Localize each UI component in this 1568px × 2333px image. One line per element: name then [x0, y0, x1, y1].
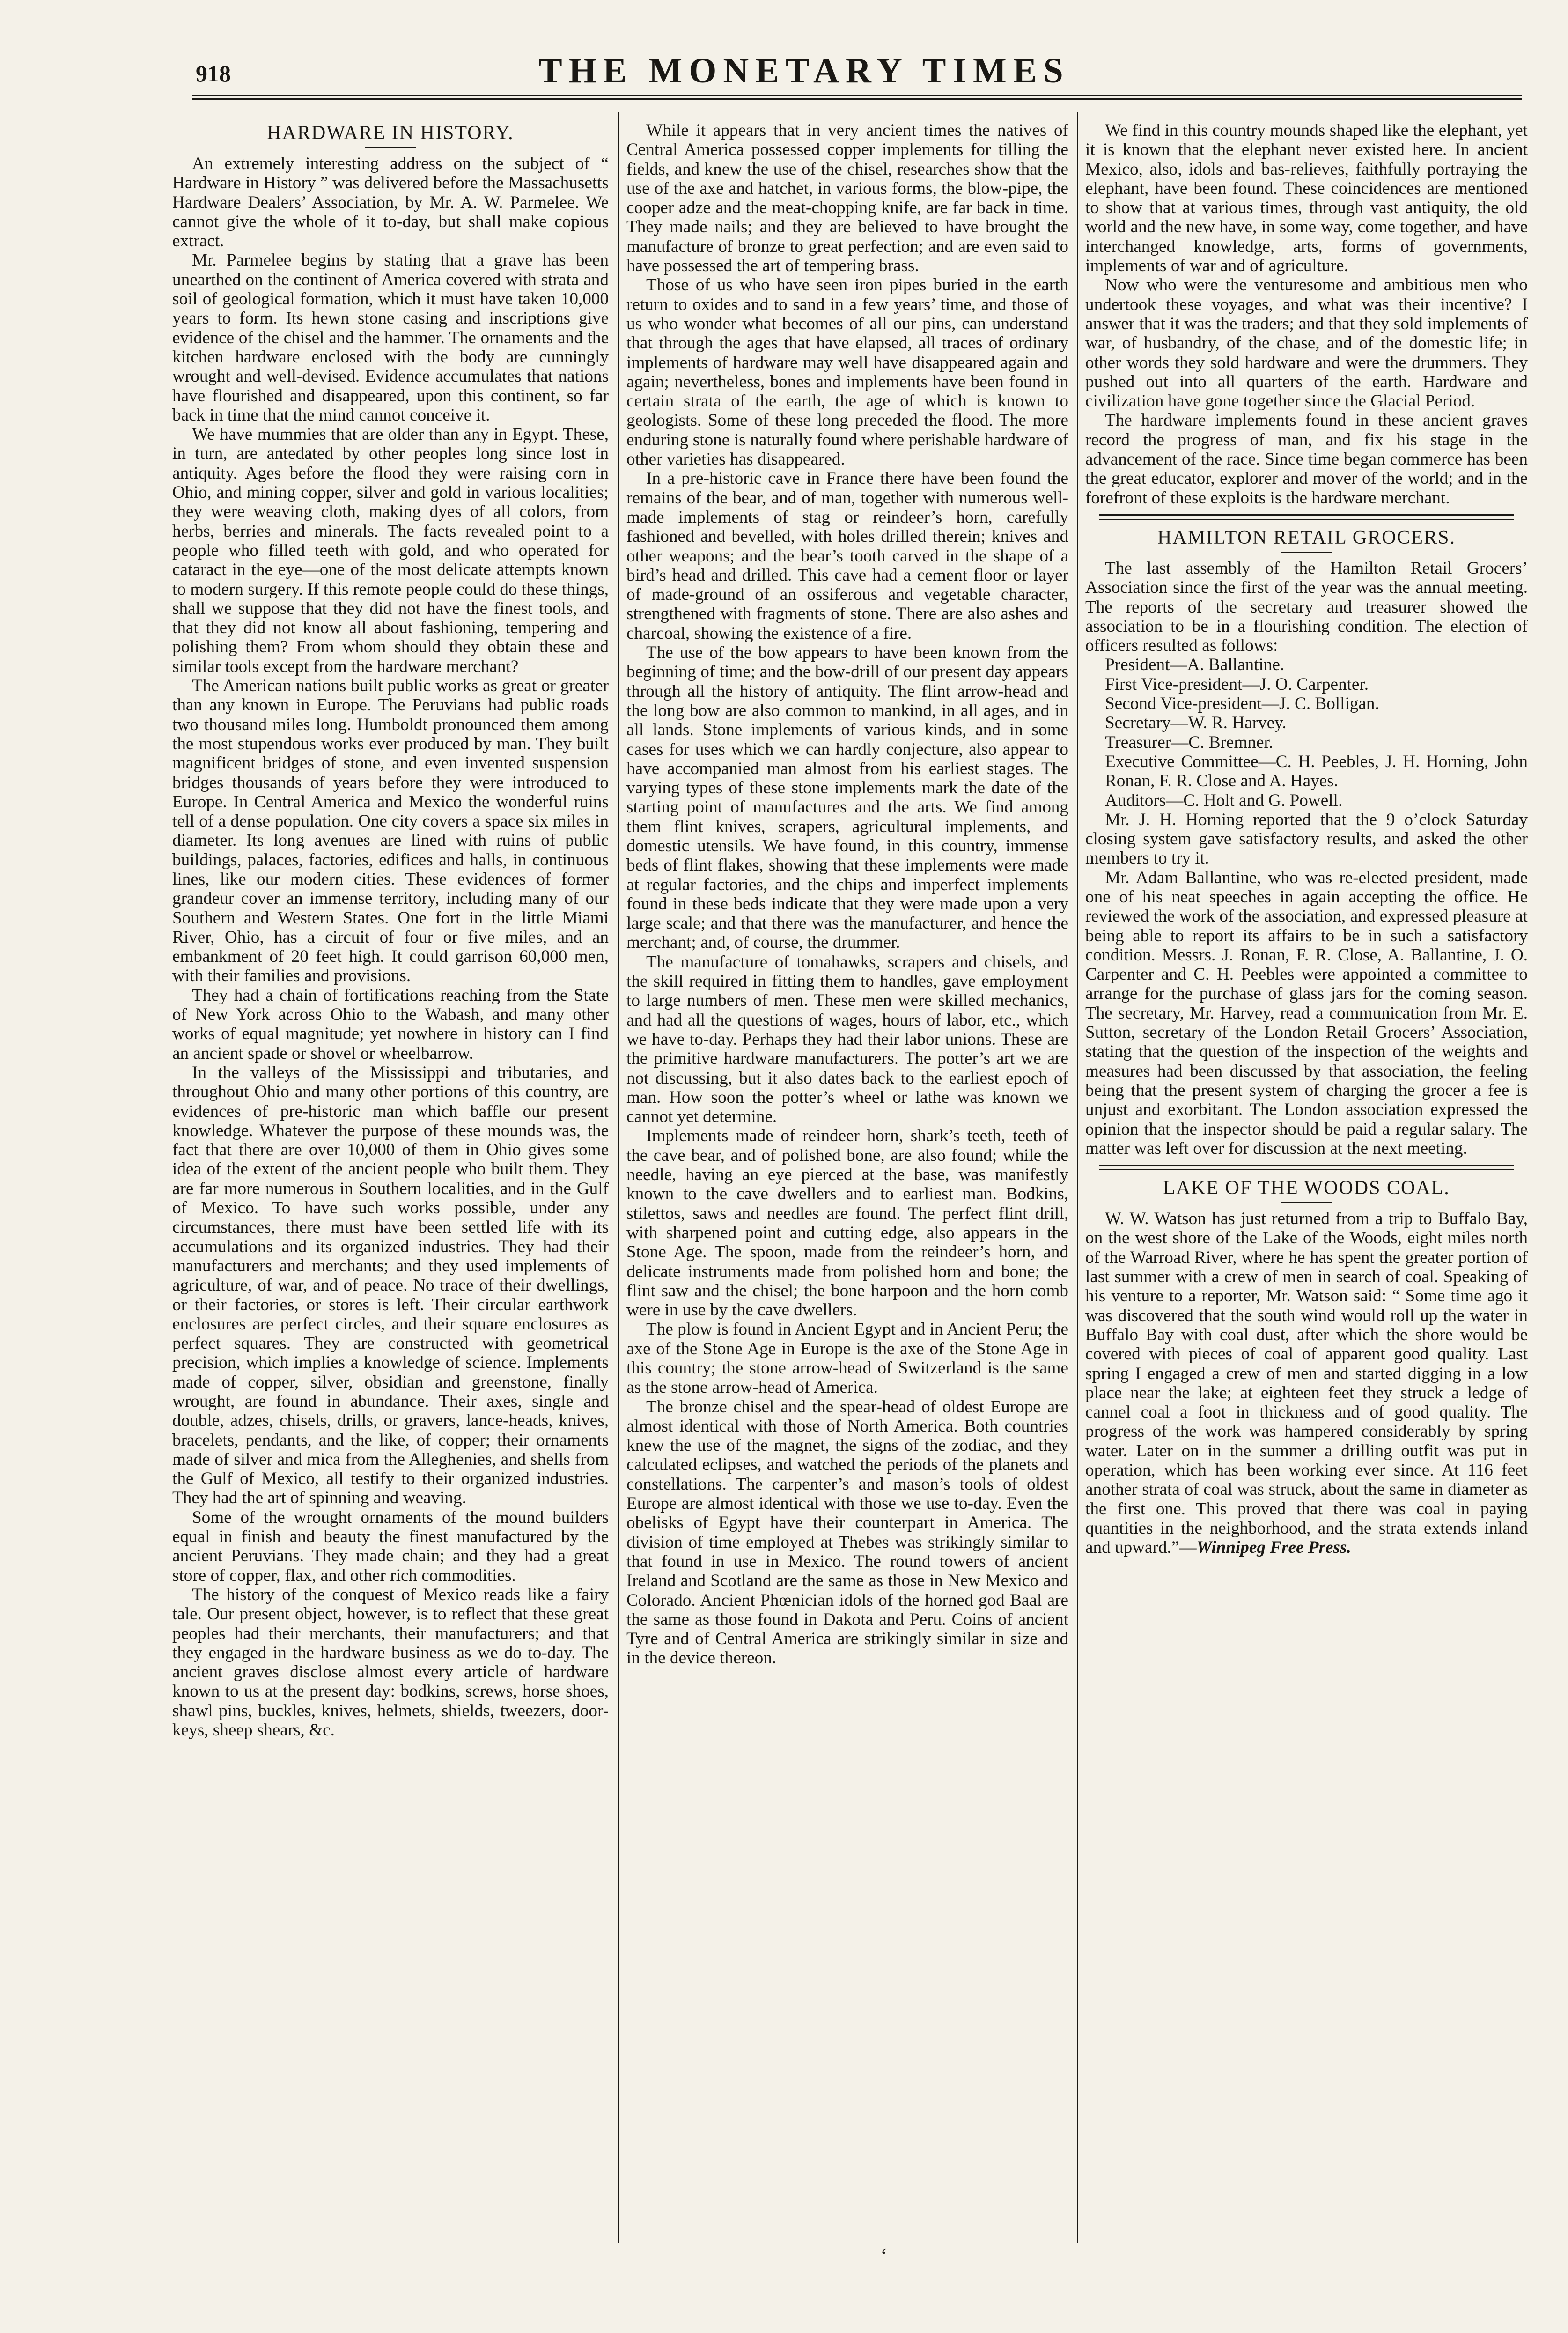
column-divider	[1077, 112, 1078, 2243]
article-paragraph: The last assembly of the Hamilton Retail Grocers’ Association since the first of the year was the annual meeting. The reports of the secretary and treasurer showed the association to be in a flourishing condition. The election of officers resulted as follows:	[1085, 558, 1528, 656]
article-paragraph: While it appears that in very ancient times the natives of Central America possessed copper implements for tilling the fields, and knew the use of the chisel, researches show that the use of the axe and hatchet, in various forms, the blow-pipe, the cooper adze and the meat-chopping knife, are far back in time. They made nails; and they are believed to have brought the manufacture of bronze to great perfection; and are even said to have possessed the art of tempering brass.	[626, 121, 1068, 276]
column-3	[1085, 121, 1528, 2223]
article-heading-coal: LAKE OF THE WOODS COAL.	[1163, 1177, 1450, 1199]
heading-rule	[1281, 552, 1332, 553]
heading-rule	[365, 147, 416, 148]
source-credit: Winnipeg Free Press.	[1196, 1538, 1351, 1558]
article-paragraph: The hardware implements found in these ancient graves record the progress of man, and fix his stage in the advancement of the race. Since time began commerce has been the great educator, explorer and mover of the world; and in the forefront of these exploits is the hardware merchant.	[1085, 411, 1528, 508]
article-paragraph: The use of the bow appears to have been known from the beginning of time; and the bow-drill of our present day appears through all the history of antiquity. The flint arrow-head and the long bow are also common to mankind, in all ages, and in all lands. Stone implements of various kinds, and in some cases for uses which we can hardly conjecture, also appear to have accompanied man almost from his earliest stages. The varying types of these stone implements mark the date of the starting point of manufactures and the arts. We find among them flint knives, scrapers, agricultural implements, and domestic utensils. We have found, in this country, immense beds of flint flakes, showing that these implements were made at regular factories, and the chips and imperfect implements found in these beds indicate that they were made upon a very large scale; and that there was the manufacturer, and hence the merchant; and, of course, the drummer.	[626, 643, 1068, 952]
article-heading-grocers: HAMILTON RETAIL GROCERS.	[1157, 526, 1456, 548]
article-paragraph: An extremely interesting address on the subject of “ Hardware in History ” was delivered before the Massachusetts Hardware Dealers’ Association, by Mr. A. W. Parmelee. We cannot give the whole of it to-day, but shall make copious extract.	[172, 154, 609, 251]
masthead	[0, 0, 1568, 101]
article-paragraph: We find in this country mounds shaped like the elephant, yet it is known that the elephant never existed here. In ancient Mexico, also, idols and bas-relieves, faithfully portraying the elephant, have been found. These coincidences are mentioned to show that at various times, through vast antiquity, the old world and the new have, in some way, come together, and have interchanged knowledge, arts, forms of governments, implements of war and of agriculture.	[1085, 121, 1528, 276]
column-divider	[618, 112, 619, 2243]
page-number: 918	[196, 60, 231, 87]
heading-rule	[1281, 1202, 1332, 1203]
article-paragraph	[1085, 1209, 1528, 1557]
article-paragraph: In a pre-historic cave in France there have been found the remains of the bear, and of man, together with numerous well-made implements of stag or reindeer’s horn, carefully fashioned and bevelled, with holes drilled therein; knives and other weapons; and the bear’s tooth carved in the shape of a bird’s head and drilled. This cave had a cement floor or layer of made-ground of an ossiferous and vegetable character, strengthened with fragments of stone. There are also ashes and charcoal, showing the existence of a fire.	[626, 469, 1068, 643]
officer-entry: President—A. Ballantine.	[1105, 655, 1285, 675]
article-paragraph: Implements made of reindeer horn, shark’s teeth, teeth of the cave bear, and of polished bone, are also found; while the needle, having an eye pierced at the base, was manifestly known to the cave dwellers and to earliest man. Bodkins, stilettos, saws and needles are found. The perfect flint drill, with sharpened point and cutting edge, also appears in the Stone Age. The spoon, made from the reindeer’s horn, and delicate instruments made from polished horn and bone; the flint saw and the chisel; the bone harpoon and the horn comb were in use by the cave dwellers.	[626, 1126, 1068, 1320]
article-paragraph: Those of us who have seen iron pipes buried in the earth return to oxides and to sand in a few years’ time, and those of us who wonder what becomes of all our pins, can understand that through the ages that have elapsed, all traces of ordinary implements of hardware may well have disappeared again and again; nevertheless, bones and implements have been found in certain strata of the earth, the age of which is known to geologists. Some of these long preceded the flood. The more enduring stone is naturally found where perishable hardware of other varieties has disappeared.	[626, 275, 1068, 469]
article-heading-hardware: HARDWARE IN HISTORY.	[267, 122, 514, 144]
officer-entry: Secretary—W. R. Harvey.	[1105, 713, 1287, 733]
column-1	[172, 121, 609, 2223]
article-separator	[1099, 1165, 1514, 1170]
article-separator	[1099, 514, 1514, 520]
article-paragraph: The American nations built public works as great or greater than any known in Europe. The Peruvians had public roads two thousand miles long. Humboldt pronounced them among the most stupendous works ever produced by man. They built magnificent bridges of stone, and even invented suspension bridges thousands of years before they were introduced to Europe. In Central America and Mexico the wonderful ruins tell of a dense population. One city covers a space six miles in diameter. Its long avenues are lined with ruins of public buildings, palaces, factories, edifices and halls, in continuous lines, like our modern cities. These evidences of former grandeur cover an immense territory, including many of our Southern and Western States. One fort in the little Miami River, Ohio, has a circuit of four or five miles, and an embankment of 20 feet high. It could garrison 60,000 men, with their families and provisions.	[172, 676, 609, 986]
officer-entry: Second Vice-president—J. C. Bolligan.	[1105, 694, 1379, 714]
publication-title: THE MONETARY TIMES	[538, 51, 1070, 90]
column-2	[626, 121, 1068, 2223]
officer-entry: Executive Committee—C. H. Peebles, J. H. Horning, John Ronan, F. R. Close and A. Hayes.	[1105, 752, 1528, 791]
officer-entry: Treasurer—C. Bremner.	[1105, 732, 1274, 752]
officer-entry: Auditors—C. Holt and G. Powell.	[1105, 790, 1343, 810]
article-paragraph: In the valleys of the Mississippi and tributaries, and throughout Ohio and many other portions of this country, are evidences of pre-historic man which baffle our present knowledge. Whatever the purpose of these mounds was, the fact that there are over 10,000 of them in Ohio gives some idea of the extent of the ancient people who built them. They are far more numerous in Southern localities, and in the Gulf of Mexico. To have such works possible, under any circumstances, there must have been settled life with its accumulations and its organized industries. They had their manufacturers and merchants; and they used implements of agriculture, of war, and of peace. No trace of their dwellings, or their factories, or stores is left. Their circular earthwork enclosures are perfect circles, and their square enclosures as perfect squares. They are constructed with geometrical precision, which implies a knowledge of science. Implements made of copper, silver, obsidian and greenstone, finally wrought, are found in abundance. Their axes, single and double, adzes, chisels, drills, or gravers, lance-heads, knives, bracelets, pendants, and the like, of copper; their ornaments made of silver and mica from the Alleghenies, and shells from the Gulf of Mexico, all testify to their organized industries. They had the art of spinning and weaving.	[172, 1063, 609, 1508]
article-paragraph: Now who were the venturesome and ambitious men who undertook these voyages, and what was their incentive? I answer that it was the traders; and that they sold implements of war, of husbandry, of the chase, and of the domestic life; in other words they sold hardware and were the drummers. They pushed out into all quarters of the earth. Hardware and civilization have gone together since the Glacial Period.	[1085, 275, 1528, 411]
article-paragraph: Mr. Adam Ballantine, who was re-elected president, made one of his neat speeches in again accepting the office. He reviewed the work of the association, and expressed pleasure at being able to report its affairs to be in such a satisfactory condition. Messrs. J. Ronan, F. R. Close, A. Ballantine, J. O. Carpenter and C. H. Peebles were appointed a committee to arrange for the purchase of glass jars for the coming season. The secretary, Mr. Harvey, read a communication from Mr. E. Sutton, secretary of the London Retail Grocers’ Association, stating that the question of the inspection of the weights and measures had been discussed by that association, the feeling being that the present system of charging the grocer a fee is unjust and exorbitant. The London association expressed the opinion that the inspector should be paid a regular salary. The matter was left over for discussion at the next meeting.	[1085, 868, 1528, 1158]
article-paragraph: They had a chain of fortifications reaching from the State of New York across Ohio to the Wabash, and many other works of equal magnitude; yet nowhere in history can I find an ancient spade or shovel or wheelbarrow.	[172, 985, 609, 1063]
article-paragraph: The manufacture of tomahawks, scrapers and chisels, and the skill required in fitting them to handles, gave employment to large numbers of men. These men were skilled mechanics, and had all the questions of wages, hours of labor, etc., which we have to-day. Perhaps they had their labor unions. These are the primitive hardware manufacturers. The potter’s art we are not discussing, but it also dates back to the earliest epoch of man. How soon the potter’s wheel or lathe was known we cannot yet determine.	[626, 952, 1068, 1127]
article-paragraph: Some of the wrought ornaments of the mound builders equal in finish and beauty the finest manufactured by the ancient Peruvians. They made chain; and they had a great store of copper, flax, and other rich commodities.	[172, 1507, 609, 1585]
article-paragraph: Mr. Parmelee begins by stating that a grave has been unearthed on the continent of America covered with strata and soil of geological formation, which it must have taken 10,000 years to form. Its hewn stone casing and inscriptions give evidence of the chisel and the hammer. The ornaments and the kitchen hardware enclosed with the body are cunningly wrought and well-devised. Evidence accumulates that nations have flourished and disappeared, upon this continent, so far back in time that the mind cannot conceive it.	[172, 251, 609, 425]
article-paragraph: Mr. J. H. Horning reported that the 9 o’clock Saturday closing system gave satisfactory results, and asked the other members to try it.	[1085, 810, 1528, 868]
article-paragraph: The bronze chisel and the spear-head of oldest Europe are almost identical with those of North America. Both countries knew the use of the magnet, the signs of the zodiac, and they calculated eclipses, and watched the periods of the planets and constellations. The carpenter’s and mason’s tools of oldest Europe are almost identical with those we use to-day. Even the obelisks of Egypt have their counterpart in America. The division of time employed at Thebes was strikingly similar to that found in use in Mexico. The round towers of ancient Ireland and Scotland are the same as those in New Mexico and Colorado. Ancient Phœnician idols of the horned god Baal are the same as those found in Dakota and Peru. Coins of ancient Tyre and of Central America are strikingly similar in size and in the device thereon.	[626, 1397, 1068, 1668]
article-paragraph: The history of the conquest of Mexico reads like a fairy tale. Our present object, however, is to reflect that these great peoples had their merchants, their manufacturers; and that they engaged in the hardware business as we do to-day. The ancient graves disclose almost every article of hardware known to us at the present day: bodkins, screws, horse shoes, shawl pins, buckles, knives, helmets, shields, tweezers, door-keys, sheep shears, &c.	[172, 1585, 609, 1740]
officer-entry: First Vice-president—J. O. Carpenter.	[1105, 674, 1369, 694]
bottom-mark: ‘	[880, 2244, 888, 2267]
masthead-rule-top	[192, 95, 1522, 96]
article-paragraph: The plow is found in Ancient Egypt and in Ancient Peru; the axe of the Stone Age in Europe is the axe of the Stone Age in this country; the stone arrow-head of Switzerland is the same as the stone arrow-head of America.	[626, 1320, 1068, 1397]
masthead-rule-bottom	[192, 98, 1522, 100]
article-paragraph: We have mummies that are older than any in Egypt. These, in turn, are antedated by other peoples long since lost in antiquity. Ages before the flood they were raising corn in Ohio, and mining copper, silver and gold in various localities; they were weaving cloth, making dyes of all colors, from herbs, berries and minerals. The facts revealed point to a people who filled teeth with gold, and who operated for cataract in the eye—one of the most delicate attempts known to modern surgery. If this remote people could do these things, shall we suppose that they did not have the finest tools, and that they did not know all about fashioning, tempering and polishing them? From whom should they obtain these and similar tools except from the hardware merchant?	[172, 425, 609, 676]
coal-article-body: W. W. Watson has just returned from a trip to Buffalo Bay, on the west shore of the Lake of the Woods, eight miles north of the Warroad River, where he has spent the greater portion of last summer with a crew of men in search of coal. Speaking of his venture to a reporter, Mr. Watson said: “ Some time ago it was discovered that the south wind would roll up the water in Buffalo Bay with coal dust, after which the shore would be covered with pieces of coal of apparent good quality. Last spring I engaged a crew of men and started digging in a low place near the lake; at eighteen feet they struck a ledge of cannel coal a foot in thickness and of good quality. The progress of the work was hampered considerably by spring water. Later on in the summer a drilling outfit was put in operation, which has been working ever since. At 116 feet another strata of coal was struck, about the same in diameter as the first one. This proved that there was coal in paying quantities in the neighborhood, and the strata extends inland and upward.”—	[1085, 1209, 1528, 1558]
